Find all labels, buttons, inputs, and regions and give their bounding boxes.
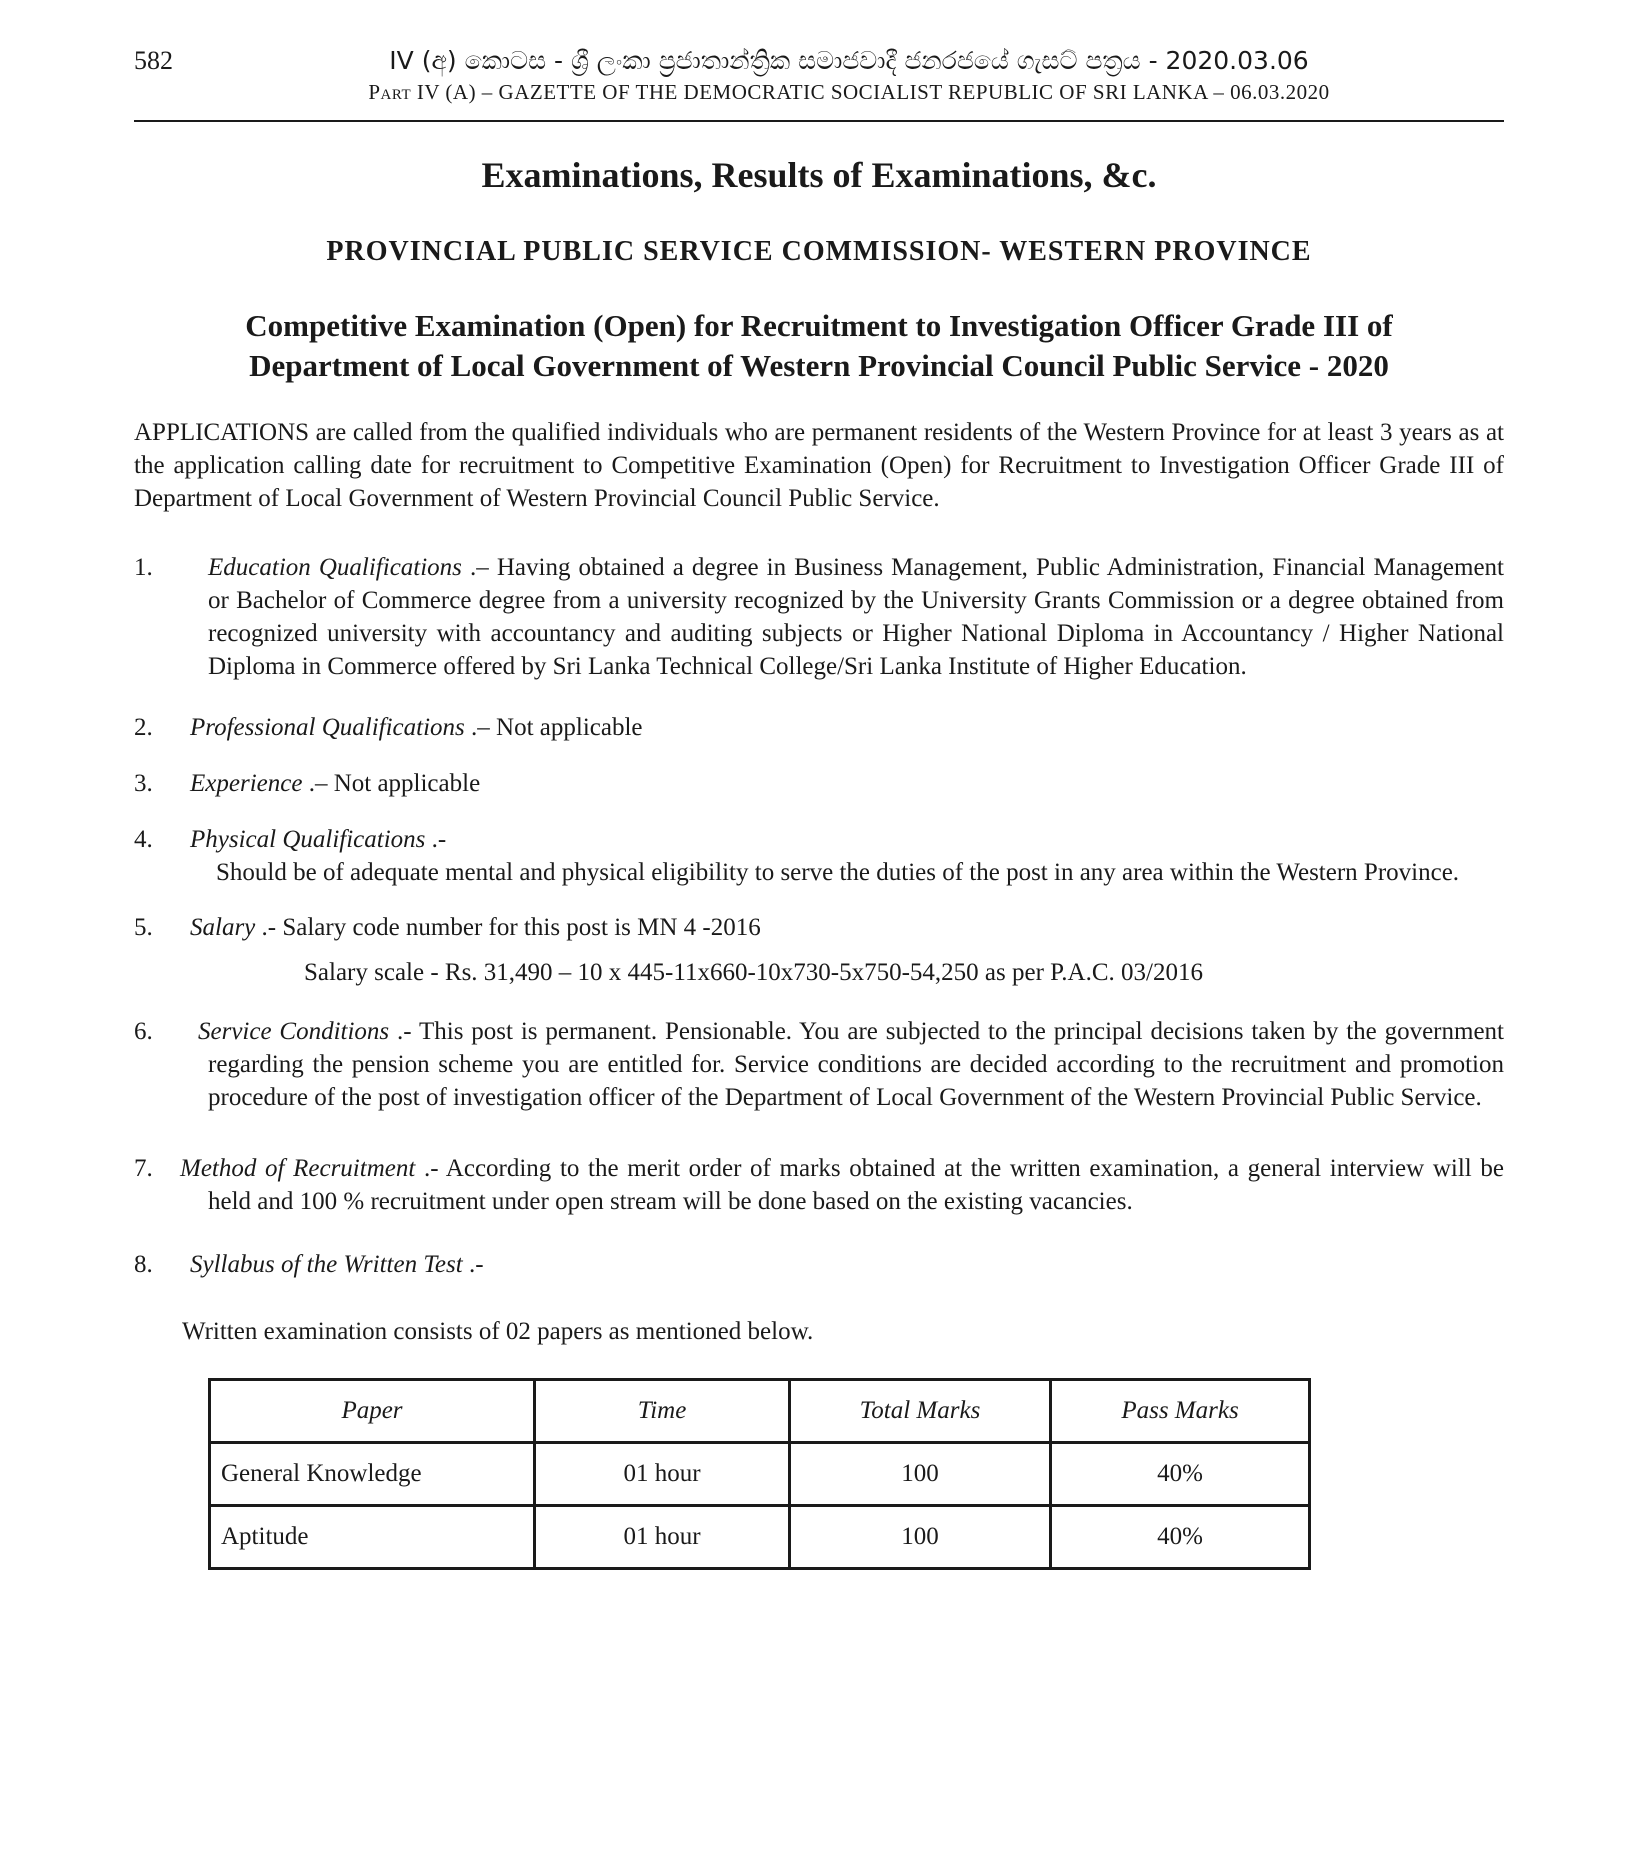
item-number: 3. xyxy=(134,770,153,797)
cell-paper: General Knowledge xyxy=(210,1443,535,1506)
cell-paper: Aptitude xyxy=(210,1506,535,1569)
item-sub-text: Should be of adequate mental and physical eligibility to serve the duties of the post in any area within the Western Province. xyxy=(216,859,1460,886)
gazette-page xyxy=(134,40,1504,1570)
item-education-qualifications xyxy=(134,551,1504,683)
column-header-time: Time xyxy=(535,1380,790,1443)
item-number: 5. xyxy=(134,914,153,941)
column-header-pass-marks: Pass Marks xyxy=(1051,1380,1310,1443)
item-heading: Experience xyxy=(190,770,303,797)
written-exam-intro: Written examination consists of 02 papers as mentioned below. xyxy=(182,1318,814,1345)
item-heading: Syllabus of the Written Test xyxy=(190,1251,463,1278)
item-number: 2. xyxy=(134,714,153,741)
papers-table xyxy=(208,1378,1311,1570)
item-text: .– Not applicable xyxy=(302,770,481,797)
item-text: .– Having obtained a degree in Business Management, Public Administration, Financial Management or Bachelor of Commerce degree from a university recognized by the University Grants Commission or a degree obtained from recognized university with accountancy and auditing subjects or Higher National Diploma in Accountancy / Higher National Diploma in Commerce offered by Sri Lanka Technical College/Sri Lanka Institute of Higher Education. xyxy=(208,554,1504,680)
item-body xyxy=(134,711,1504,744)
item-salary xyxy=(134,911,1504,989)
commission-title: PROVINCIAL PUBLIC SERVICE COMMISSION- WESTERN PROVINCE xyxy=(326,236,1312,267)
page-header xyxy=(134,40,1504,122)
item-heading: Education Qualifications xyxy=(208,554,462,581)
cell-pass-marks: 40% xyxy=(1051,1443,1310,1506)
header-part-word: Part xyxy=(368,80,412,104)
item-text: .– Not applicable xyxy=(464,714,643,741)
table-row xyxy=(210,1443,1310,1506)
column-header-paper: Paper xyxy=(210,1380,535,1443)
item-heading: Service Conditions xyxy=(198,1018,390,1045)
header-sinhala-line: IV (අ) කොටස - ශ්‍රී ලංකා ප්‍රජාතාන්ත්‍රික සමාජවාදී ජනරජයේ ගැසට් පත්‍රය - 2020.03.06 xyxy=(389,46,1309,75)
item-service-conditions xyxy=(134,1015,1504,1114)
item-number: 7. xyxy=(134,1155,153,1182)
item-professional-qualifications xyxy=(134,711,1504,744)
item-physical-qualifications xyxy=(134,823,1504,889)
table-row xyxy=(210,1506,1310,1569)
cell-total-marks: 100 xyxy=(790,1506,1051,1569)
item-body xyxy=(134,911,1504,944)
cell-total-marks: 100 xyxy=(790,1443,1051,1506)
cell-time: 01 hour xyxy=(535,1506,790,1569)
table-header-row xyxy=(210,1380,1310,1443)
item-number: 1. xyxy=(134,554,153,581)
item-body xyxy=(134,1015,1504,1114)
item-text: .- Salary code number for this post is MN 4 -2016 xyxy=(255,914,761,941)
item-heading: Salary xyxy=(190,914,256,941)
salary-scale: Salary scale - Rs. 31,490 – 10 x 445-11x660-10x730-5x750-54,250 as per P.A.C. 03/2016 xyxy=(304,959,1203,986)
item-number: 8. xyxy=(134,1251,153,1278)
item-body xyxy=(134,767,1504,800)
header-english-rest: IV (A) – GAZETTE OF THE DEMOCRATIC SOCIALIST REPUBLIC OF SRI LANKA – 06.03.2020 xyxy=(411,80,1330,104)
item-text: .- This post is permanent. Pensionable. You are subjected to the principal decisions taken by the government regarding the pension scheme you are entitled for. Service conditions are decided according to the recruitment and promotion procedure of the post of investigation officer of the Department of Local Government of the Western Provincial Public Service. xyxy=(208,1018,1504,1111)
header-english-line xyxy=(134,80,1504,105)
item-heading: Professional Qualifications xyxy=(190,714,465,741)
cell-time: 01 hour xyxy=(535,1443,790,1506)
item-number: 6. xyxy=(134,1018,153,1045)
item-body xyxy=(134,1248,1504,1281)
item-heading: Physical Qualifications xyxy=(190,826,426,853)
exam-title xyxy=(134,306,1504,386)
column-header-total-marks: Total Marks xyxy=(790,1380,1051,1443)
cell-pass-marks: 40% xyxy=(1051,1506,1310,1569)
item-body xyxy=(134,823,1504,856)
page-number: 582 xyxy=(134,46,173,75)
item-text: .- According to the merit order of marks obtained at the written examination, a general interview will be held and 100 % recruitment under open stream will be done based on the existing vacancies. xyxy=(208,1155,1504,1215)
exam-title-line-1: Competitive Examination (Open) for Recruitment to Investigation Officer Grade III of xyxy=(245,308,1393,343)
item-text: .- xyxy=(462,1251,484,1278)
main-title: Examinations, Results of Examinations, &c. xyxy=(481,155,1157,195)
item-text: .- xyxy=(425,826,447,853)
item-syllabus xyxy=(134,1248,1504,1281)
item-heading: Method of Recruitment xyxy=(180,1155,416,1182)
item-number: 4. xyxy=(134,826,153,853)
item-body xyxy=(134,1152,1504,1218)
intro-paragraph: APPLICATIONS are called from the qualified individuals who are permanent residents of the Western Province for at least 3 years as at the application calling date for recruitment to Competitive Examination (Open) for Recruitment to Investigation Officer Grade III of Department of Local Government of Western Provincial Council Public Service. xyxy=(134,419,1504,512)
item-method-of-recruitment xyxy=(134,1152,1504,1218)
exam-title-line-2: Department of Local Government of Western Provincial Council Public Service - 2020 xyxy=(249,348,1389,383)
item-body xyxy=(134,551,1504,683)
item-experience xyxy=(134,767,1504,800)
